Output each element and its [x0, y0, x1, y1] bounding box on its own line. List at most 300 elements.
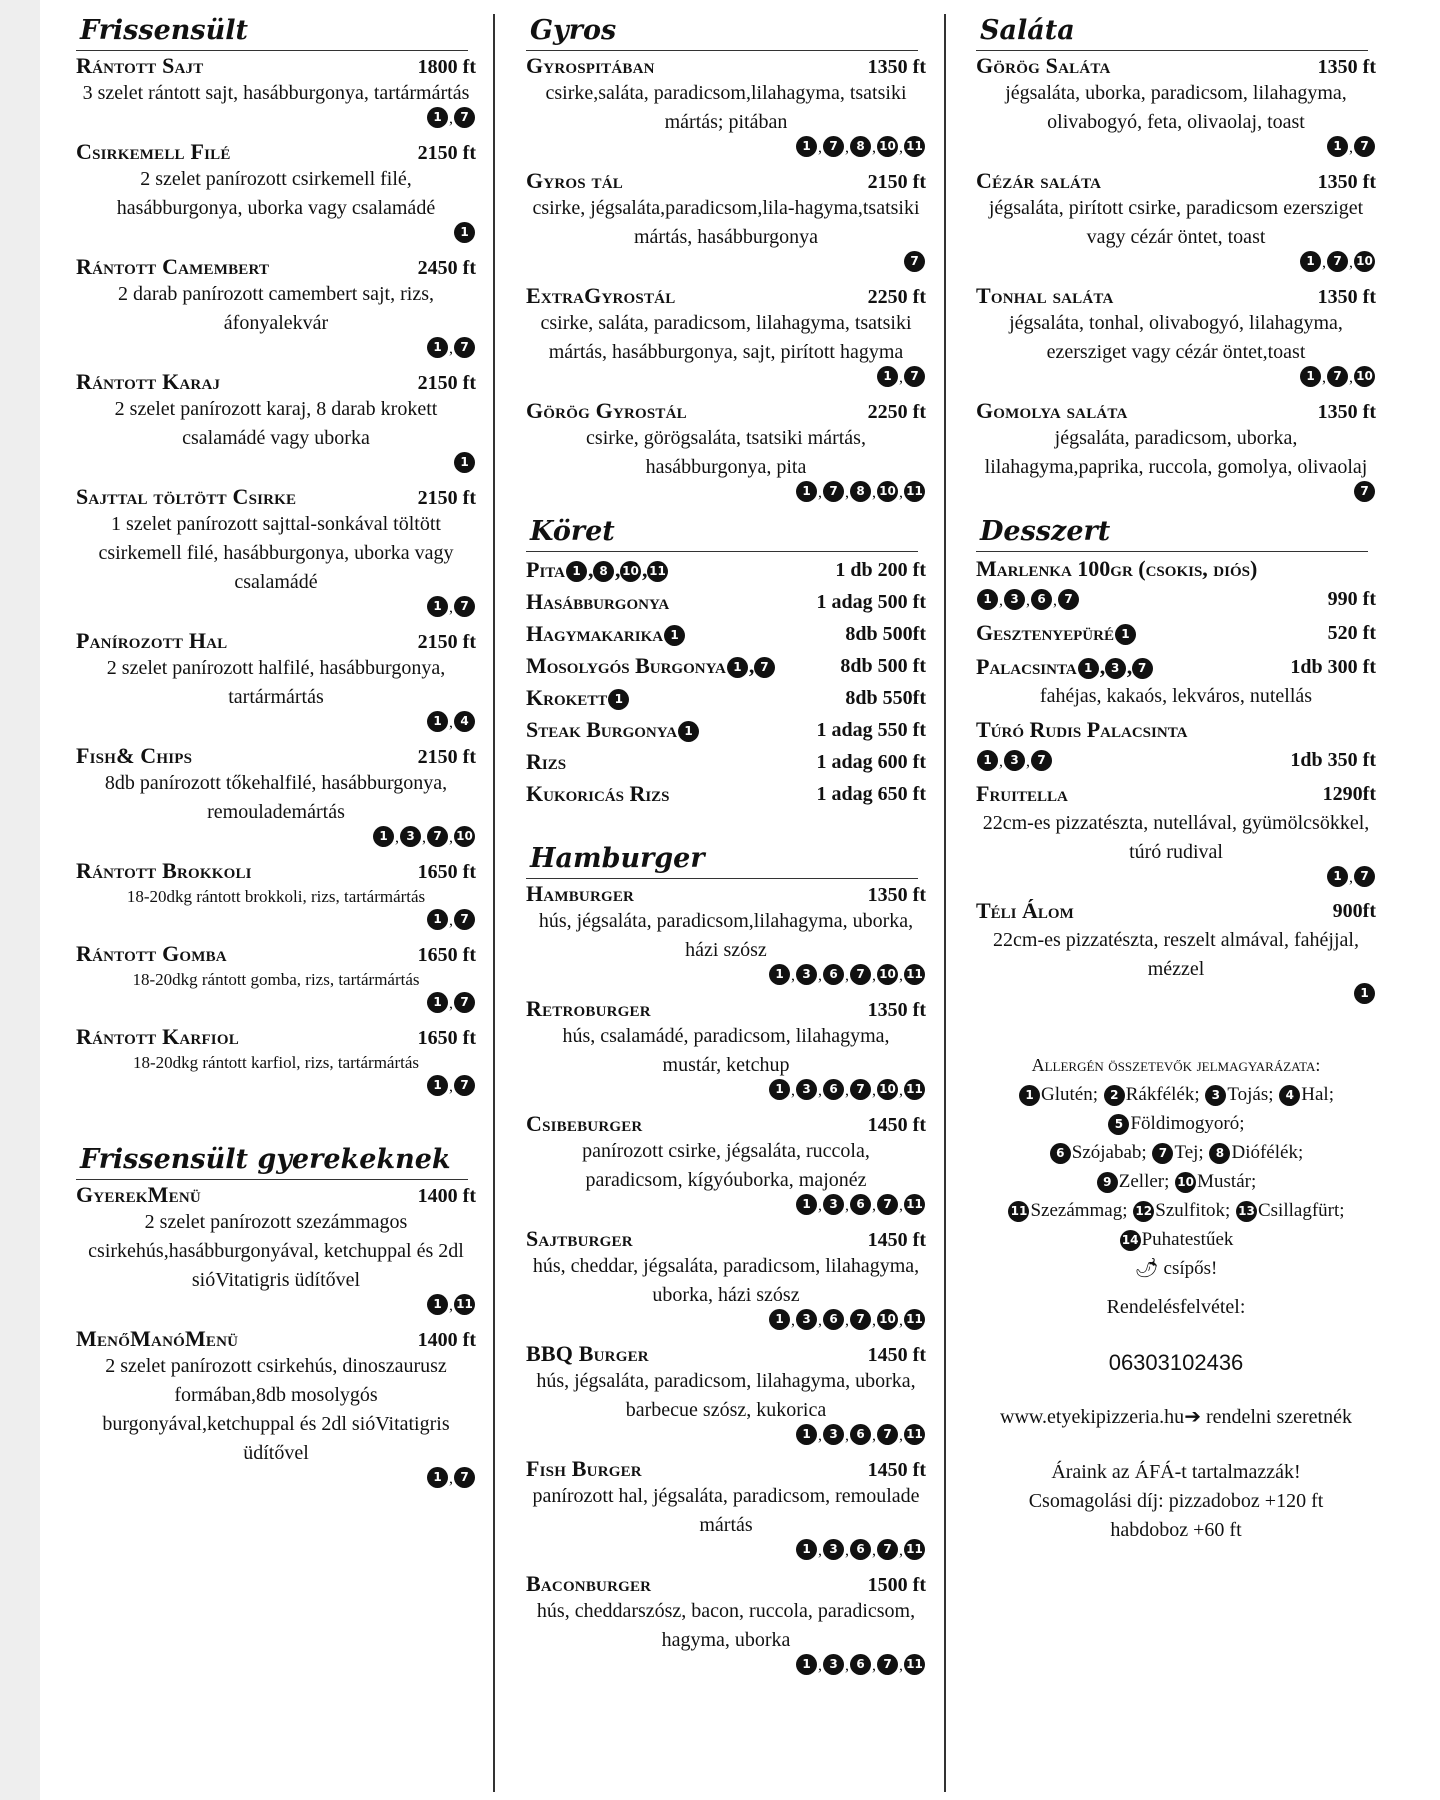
allergen-badge: 1	[796, 1539, 817, 1560]
side-name-text: Kukoricás Rizs	[526, 781, 670, 806]
legend-items	[976, 1080, 1376, 1254]
allergen-badge: 8	[850, 136, 871, 157]
dessert-price: 990 ft	[1327, 587, 1376, 610]
allergen-badges	[526, 136, 926, 162]
side-item	[526, 586, 926, 618]
dessert-item	[976, 715, 1376, 775]
item-description: 2 szelet panírozott csirkemell filé, hasábburgonya, uborka vagy csalamádé	[116, 168, 436, 219]
allergen-badge: 3	[1105, 658, 1126, 679]
allergen-badge: 1	[796, 481, 817, 502]
item-description: 8db panírozott tőkehalfilé, hasábburgonya, remoulademártás	[104, 772, 448, 823]
menu-item	[976, 283, 1376, 392]
contact-block	[976, 1293, 1376, 1545]
dessert-name-text: Gesztenyepüré	[976, 620, 1114, 645]
allergen-badges	[526, 251, 926, 277]
koret-items	[526, 554, 956, 810]
allergen-badges	[526, 481, 926, 507]
badge-separator: ,	[818, 484, 822, 501]
badge-separator: ,	[1026, 591, 1030, 609]
menu-item	[76, 369, 476, 478]
item-description: csirke, saláta, paradicsom, lilahagyma, tsatsiki mártás, hasábburgonya, sajt, pirított hagyma	[540, 312, 912, 363]
allergen-badge: 1	[1327, 136, 1348, 157]
allergen-badge: 11	[904, 481, 925, 502]
allergen-badge: 7	[877, 1654, 898, 1675]
legend-text: Hal;	[1301, 1084, 1334, 1105]
side-item	[526, 618, 926, 650]
allergen-badge: 3	[823, 1194, 844, 1215]
allergen-badge: 7	[454, 992, 475, 1013]
allergen-legend	[976, 1051, 1376, 1283]
item-price: 1650 ft	[417, 861, 476, 883]
item-price: 1400 ft	[417, 1185, 476, 1207]
allergen-badge: 11	[647, 561, 668, 582]
item-name: Fish Burger	[526, 1456, 642, 1481]
allergen-badges	[526, 366, 926, 392]
item-name: Hamburger	[526, 881, 635, 906]
badge-separator: ,	[999, 752, 1003, 770]
allergen-badge: 1	[977, 589, 998, 610]
menu-item	[526, 1341, 926, 1450]
item-name: Panírozott Hal	[76, 628, 228, 653]
menu-item	[976, 398, 1376, 507]
badge-separator: ,	[449, 1470, 453, 1487]
badge-separator: ,	[872, 139, 876, 156]
item-name: Cézár saláta	[976, 168, 1102, 193]
item-header	[76, 1024, 476, 1050]
item-description: csirke, jégsaláta,paradicsom,lila-hagyma,tsatsiki mártás, hasábburgonya	[532, 197, 920, 248]
allergen-badge: 10	[877, 136, 898, 157]
legend-line	[976, 1196, 1376, 1225]
item-description: jégsaláta, uborka, paradicsom, lilahagyma, olivabogyó, feta, olivaolaj, toast	[1005, 82, 1347, 133]
allergen-badge: 1	[1327, 866, 1348, 887]
badge-separator: ,	[845, 967, 849, 984]
allergen-badge: 7	[877, 1424, 898, 1445]
dessert-price: 900ft	[1332, 899, 1376, 922]
item-header	[976, 53, 1376, 79]
badge-separator: ,	[899, 1657, 903, 1674]
item-header	[976, 398, 1376, 424]
allergen-badge: 10	[1354, 366, 1375, 387]
badge-separator: ,	[1026, 752, 1030, 770]
side-price: 1 db 200 ft	[835, 558, 926, 581]
menu-item	[76, 139, 476, 248]
allergen-badge: 7	[454, 107, 475, 128]
dessert-item	[976, 652, 1376, 711]
item-name: Sajttal töltött Csirke	[76, 484, 297, 509]
badge-separator: ,	[449, 340, 453, 357]
allergen-badges	[76, 452, 476, 478]
item-price: 1450 ft	[867, 1459, 926, 1481]
item-price: 1350 ft	[867, 999, 926, 1021]
badge-separator: ,	[899, 967, 903, 984]
side-price: 1 adag 650 ft	[816, 782, 926, 805]
item-price: 1450 ft	[867, 1344, 926, 1366]
item-price: 1650 ft	[417, 1027, 476, 1049]
section-title-desszert: Desszert	[976, 513, 1368, 552]
item-name: Csibeburger	[526, 1111, 643, 1136]
item-description: csirke, görögsaláta, tsatsiki mártás, hasábburgonya, pita	[586, 427, 866, 478]
allergen-badge: 1	[427, 107, 448, 128]
dessert-header	[976, 715, 1376, 745]
badge-separator: ,	[845, 484, 849, 501]
dessert-description: 22cm-es pizzatészta, nutellával, gyümölcsökkel, túró rudival	[982, 812, 1370, 863]
side-price: 1 adag 600 ft	[816, 750, 926, 773]
allergen-badge: 1	[1300, 366, 1321, 387]
allergen-badge: 1	[796, 1194, 817, 1215]
allergen-badge: 8	[1209, 1143, 1230, 1164]
allergen-badge: 1	[1354, 983, 1375, 1004]
allergen-badge: 1	[877, 366, 898, 387]
item-price: 1350 ft	[867, 56, 926, 78]
item-name: Rántott Sajt	[76, 53, 204, 78]
badge-separator: ,	[872, 1427, 876, 1444]
item-price: 2150 ft	[867, 171, 926, 193]
dessert-name	[976, 654, 1290, 680]
side-name-text: Hasábburgonya	[526, 589, 670, 614]
item-header	[76, 1182, 476, 1208]
allergen-badge: 11	[904, 1079, 925, 1100]
allergen-badge: 14	[1120, 1230, 1141, 1251]
side-name	[526, 685, 845, 711]
menu-item	[526, 168, 926, 277]
menu-item	[526, 1226, 926, 1335]
allergen-badge: 7	[454, 337, 475, 358]
side-name	[526, 621, 845, 647]
allergen-badge: 7	[904, 251, 925, 272]
legend-text: Csillagfürt;	[1257, 1200, 1345, 1221]
item-header	[976, 168, 1376, 194]
packaging-note-2: habdoboz +60 ft	[1110, 1519, 1242, 1541]
allergen-badge: 1	[373, 826, 394, 847]
kids-items	[76, 1182, 506, 1493]
item-description: jégsaláta, tonhal, olivabogyó, lilahagyma, ezersziget vagy cézár öntet,toast	[1009, 312, 1343, 363]
item-name: Baconburger	[526, 1571, 652, 1596]
dessert-header	[976, 618, 1376, 648]
item-header	[526, 881, 926, 907]
item-name: Rántott Karaj	[76, 369, 221, 394]
website-link[interactable]: www.etyekipizzeria.hu	[1000, 1406, 1185, 1428]
dessert-header	[976, 896, 1376, 926]
phone-number[interactable]: 06303102436	[1108, 1350, 1244, 1375]
item-header	[526, 1226, 926, 1252]
dessert-allergen-row	[976, 745, 1376, 775]
side-name-text: Mosolygós Burgonya	[526, 653, 726, 678]
item-price: 2150 ft	[417, 372, 476, 394]
badge-separator: ,	[1053, 591, 1057, 609]
item-description: panírozott csirke, jégsaláta, ruccola, paradicsom, kígyóuborka, majonéz	[582, 1140, 870, 1191]
allergen-badge: 4	[454, 711, 475, 732]
badge-separator: ,	[872, 1312, 876, 1329]
legend-text: Tojás;	[1227, 1084, 1274, 1105]
side-item	[526, 650, 926, 682]
item-header	[526, 1111, 926, 1137]
dessert-item	[976, 779, 1376, 892]
side-price: 1 adag 500 ft	[816, 590, 926, 613]
item-description: panírozott hal, jégsaláta, paradicsom, remoulade mártás	[532, 1485, 920, 1536]
allergen-badge: 6	[850, 1194, 871, 1215]
badge-separator: ,	[449, 599, 453, 616]
allergen-badge: 9	[1097, 1172, 1118, 1193]
badge-separator: ,	[791, 967, 795, 984]
menu-item	[526, 1111, 926, 1220]
menu-column-1	[76, 12, 506, 1499]
badge-separator: ,	[845, 1197, 849, 1214]
allergen-badges	[526, 1194, 926, 1220]
item-price: 1500 ft	[867, 1574, 926, 1596]
allergen-badge: 1	[1300, 251, 1321, 272]
badge-separator: ,	[899, 1542, 903, 1559]
allergen-badge: 7	[850, 1079, 871, 1100]
item-price: 1450 ft	[867, 1114, 926, 1136]
item-name: Gyrospitában	[526, 53, 655, 78]
item-description: 18-20dkg rántott brokkoli, rizs, tartármártás	[126, 887, 426, 906]
allergen-badge: 10	[877, 481, 898, 502]
item-description: 18-20dkg rántott karfiol, rizs, tartármártás	[132, 1053, 420, 1072]
dessert-item	[976, 618, 1376, 648]
allergen-badge: 6	[1050, 1143, 1071, 1164]
badge-separator: ,	[899, 139, 903, 156]
menu-item	[526, 398, 926, 507]
spicy-note	[976, 1254, 1376, 1283]
item-price: 2250 ft	[867, 401, 926, 423]
allergen-badges	[526, 1539, 926, 1565]
item-header	[976, 283, 1376, 309]
side-name-text: Steak Burgonya	[526, 717, 678, 742]
item-description: hús, cheddarszósz, bacon, ruccola, paradicsom, hagyma, uborka	[536, 1600, 916, 1651]
section-title-hamburger: Hamburger	[526, 840, 918, 879]
badge-separator: ,	[818, 1542, 822, 1559]
item-header	[76, 858, 476, 884]
side-price: 8db 550ft	[845, 686, 926, 709]
menu-item	[76, 1182, 476, 1320]
menu-item	[526, 283, 926, 392]
menu-item	[76, 858, 476, 935]
legend-text: Szulfitok;	[1155, 1200, 1231, 1221]
badge-separator: ,	[1322, 254, 1326, 271]
allergen-badge: 7	[904, 366, 925, 387]
badge-separator: ,	[845, 1542, 849, 1559]
allergen-badge: 6	[823, 1079, 844, 1100]
dessert-name	[976, 556, 1376, 582]
side-name	[526, 717, 817, 743]
item-name: Sajtburger	[526, 1226, 633, 1251]
item-name: Rántott Karfiol	[76, 1024, 239, 1049]
allergen-badge: 11	[904, 1194, 925, 1215]
allergen-badge: 7	[823, 481, 844, 502]
allergen-badges	[76, 222, 476, 248]
badge-separator: ,	[615, 557, 621, 582]
item-name: Rántott Gomba	[76, 941, 227, 966]
allergen-badge: 8	[593, 561, 614, 582]
badge-separator: ,	[449, 1078, 453, 1095]
allergen-badges	[76, 711, 476, 737]
side-name-text: Krokett	[526, 685, 608, 710]
allergen-badges	[526, 1424, 926, 1450]
item-header	[526, 283, 926, 309]
allergen-badge: 1	[427, 337, 448, 358]
item-header	[76, 369, 476, 395]
allergen-badge: 1	[1019, 1085, 1040, 1106]
badge-separator: ,	[872, 1657, 876, 1674]
allergen-badge: 11	[904, 136, 925, 157]
side-item	[526, 682, 926, 714]
allergen-badge: 7	[1031, 750, 1052, 771]
badge-separator: ,	[395, 829, 399, 846]
allergen-badge: 1	[427, 711, 448, 732]
side-price: 1 adag 550 ft	[816, 718, 926, 741]
allergen-badge: 7	[1058, 589, 1079, 610]
side-price: 8db 500 ft	[840, 654, 926, 677]
allergen-badges	[76, 1294, 476, 1320]
item-header	[76, 628, 476, 654]
item-description: 3 szelet rántott sajt, hasábburgonya, tartármártás	[82, 82, 470, 104]
allergen-badge: 7	[1354, 866, 1375, 887]
side-name-text: Hagymakarika	[526, 621, 664, 646]
item-name: Gyros tál	[526, 168, 623, 193]
item-header	[76, 139, 476, 165]
menu-item	[526, 881, 926, 990]
allergen-badge: 1	[427, 596, 448, 617]
allergen-badge: 7	[877, 1194, 898, 1215]
item-name: BBQ Burger	[526, 1341, 649, 1366]
allergen-badge: 5	[1108, 1114, 1129, 1135]
item-description: jégsaláta, pirított csirke, paradicsom ezersziget vagy cézár öntet, toast	[988, 197, 1364, 248]
legend-line	[976, 1138, 1376, 1167]
allergen-badge: 7	[1327, 366, 1348, 387]
dessert-header	[976, 554, 1376, 584]
allergen-badge: 7	[850, 964, 871, 985]
menu-item	[76, 1024, 476, 1101]
item-description: csirke,saláta, paradicsom,lilahagyma, tsatsiki mártás; pitában	[545, 82, 907, 133]
badge-separator: ,	[588, 557, 594, 582]
allergen-badge: 3	[1004, 750, 1025, 771]
badge-separator: ,	[872, 1197, 876, 1214]
allergen-badges	[76, 337, 476, 363]
allergen-badge: 3	[823, 1654, 844, 1675]
allergen-badges	[76, 826, 476, 852]
item-price: 1450 ft	[867, 1229, 926, 1251]
item-price: 2250 ft	[867, 286, 926, 308]
allergen-badges	[976, 136, 1376, 162]
menu-item	[526, 53, 926, 162]
item-price: 2450 ft	[417, 257, 476, 279]
badge-separator: ,	[449, 1297, 453, 1314]
allergen-badges	[76, 596, 476, 622]
allergen-badges	[976, 251, 1376, 277]
allergen-badge: 11	[904, 1539, 925, 1560]
badge-separator: ,	[449, 110, 453, 127]
badge-separator: ,	[642, 557, 648, 582]
allergen-badge: 1	[727, 657, 748, 678]
item-name: Rántott Brokkoli	[76, 858, 252, 883]
badge-separator: ,	[818, 1082, 822, 1099]
item-header	[526, 1571, 926, 1597]
fresh-items	[76, 53, 506, 1101]
desszert-items	[976, 554, 1406, 1009]
item-price: 1350 ft	[867, 884, 926, 906]
allergen-badges	[76, 107, 476, 133]
dessert-name-text: Palacsinta	[976, 654, 1077, 679]
badge-separator: ,	[1349, 369, 1353, 386]
allergen-badge: 7	[1132, 658, 1153, 679]
menu-item	[76, 254, 476, 363]
allergen-badge: 4	[1279, 1085, 1300, 1106]
allergen-badge: 3	[796, 1079, 817, 1100]
allergen-badge: 11	[1008, 1201, 1029, 1222]
item-header	[76, 941, 476, 967]
item-header	[76, 254, 476, 280]
allergen-badge: 1	[454, 452, 475, 473]
item-price: 2150 ft	[417, 487, 476, 509]
badge-separator: ,	[899, 484, 903, 501]
legend-line	[976, 1109, 1376, 1138]
allergen-badge: 10	[877, 964, 898, 985]
badge-separator: ,	[791, 1082, 795, 1099]
allergen-badges	[76, 1075, 476, 1101]
allergen-badge: 6	[1031, 589, 1052, 610]
badge-separator: ,	[845, 1082, 849, 1099]
allergen-badge: 10	[454, 826, 475, 847]
side-item	[526, 714, 926, 746]
badge-separator: ,	[845, 1657, 849, 1674]
allergen-badge: 3	[1205, 1085, 1226, 1106]
allergen-badges	[976, 983, 1376, 1009]
allergen-badge: 10	[877, 1309, 898, 1330]
chili-icon: 🌶	[1134, 1258, 1159, 1279]
dessert-name-text: Marlenka 100gr (csokis, diós)	[976, 556, 1258, 581]
dessert-description: fahéjas, kakaós, lekváros, nutellás	[1039, 685, 1313, 707]
badge-separator: ,	[449, 829, 453, 846]
section-title-kids: Frissensült gyerekeknek	[76, 1141, 468, 1180]
allergen-badge: 10	[877, 1079, 898, 1100]
vat-note: Áraink az ÁFÁ-t tartalmazzák!	[1051, 1461, 1301, 1483]
menu-item	[526, 1456, 926, 1565]
allergen-badge: 1	[977, 750, 998, 771]
badge-separator: ,	[449, 995, 453, 1012]
item-price: 2150 ft	[417, 746, 476, 768]
side-name	[526, 557, 835, 583]
dessert-name	[976, 620, 1328, 646]
badge-separator: ,	[845, 139, 849, 156]
allergen-badges	[526, 1654, 926, 1680]
side-name	[526, 781, 817, 807]
side-name	[526, 653, 840, 679]
allergen-badge: 7	[454, 596, 475, 617]
badge-separator: ,	[1322, 369, 1326, 386]
legend-text: Szezámmag;	[1030, 1200, 1128, 1221]
dessert-price: 1db 300 ft	[1290, 655, 1376, 678]
allergen-badge: 1	[454, 222, 475, 243]
allergen-badge: 1	[1078, 658, 1099, 679]
dessert-header	[976, 652, 1376, 682]
allergen-badge: 1	[427, 992, 448, 1013]
section-title-salata: Saláta	[976, 12, 1368, 51]
menu-item	[76, 53, 476, 133]
badge-separator: ,	[791, 1312, 795, 1329]
dessert-price: 1db 350 ft	[1290, 748, 1376, 771]
side-item	[526, 746, 926, 778]
badge-separator: ,	[872, 1542, 876, 1559]
legend-text: Szójabab;	[1071, 1142, 1147, 1163]
side-name-text: Rizs	[526, 749, 567, 774]
item-header	[526, 168, 926, 194]
item-price: 1800 ft	[417, 56, 476, 78]
item-name: Rántott Camembert	[76, 254, 270, 279]
badge-separator: ,	[899, 1082, 903, 1099]
allergen-badges	[76, 1467, 476, 1493]
allergen-badge: 10	[1175, 1172, 1196, 1193]
section-title-frissensult: Frissensült	[76, 12, 468, 51]
